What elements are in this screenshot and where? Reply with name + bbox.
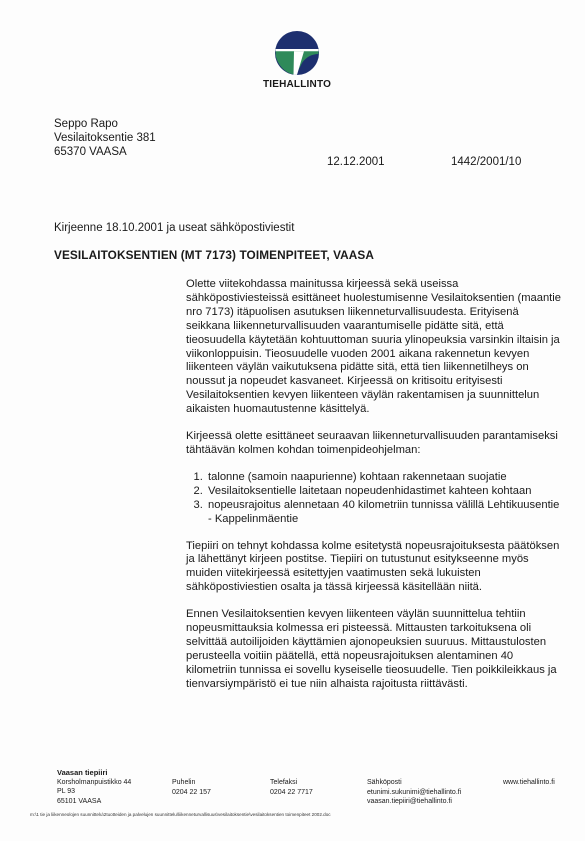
email-label: Sähköposti (367, 779, 402, 786)
fax-label: Telefaksi (270, 779, 298, 786)
footer-address (57, 768, 131, 806)
list-item: 1. talonne (samoin naapurienne) kohtaan rakennetaan suojatie (206, 471, 562, 485)
fax-number: 0204 22 7717 (270, 788, 313, 796)
letter-title: VESILAITOKSENTIEN (MT 7173) TOIMENPITEET, VAASA (54, 248, 374, 262)
body-paragraph: Tiepiiri on tehnyt kohdassa kolme esitetystä nopeusrajoituksesta päätöksen ja lähettänyt kirjeen postitse. Tiepiiri on tutustunut esitykseenne myös muiden viitekirjeessä esitettyjen vaatimusten sekä lukuisten sähköpostiviestien osalta ja tässä kirjeessä käsitellään niitä. (186, 539, 560, 594)
letter-date: 12.12.2001 (327, 156, 385, 168)
footer-street: Korsholmanpuistikko 44 (57, 778, 132, 786)
letter-body (186, 278, 562, 705)
footer-email (367, 778, 461, 807)
footer-web: www.tiehallinto.fi (503, 779, 555, 786)
recipient-street: Vesilaitoksentie 381 (54, 132, 156, 144)
footer-city: 65101 VAASA (57, 797, 102, 805)
recipient-name: Seppo Rapo (54, 118, 118, 130)
list-item: 3. nopeusrajoitus alennetaan 40 kilometriin tunnissa välillä Lehtikuusentie - Kappelinmäentie (206, 499, 562, 527)
recipient-city: 65370 VAASA (54, 146, 127, 158)
phone-label: Puhelin (172, 779, 196, 786)
footer-pl: PL 93 (57, 788, 76, 795)
subject-reference: Kirjeenne 18.10.2001 ja useat sähköpostiviestit (54, 222, 295, 234)
tiehallinto-logo (262, 30, 332, 90)
reference-number: 1442/2001/10 (451, 156, 522, 168)
recipient-address (54, 117, 156, 159)
tiehallinto-logo-icon (274, 30, 320, 76)
measures-list (186, 471, 562, 527)
footer-phone (172, 778, 211, 797)
footer-fax (270, 778, 313, 797)
email-address: etunimi.sukunimi@tiehallinto.fi (367, 788, 462, 796)
footer-org: Vaasan tiepiiri (57, 768, 108, 777)
email-address: vaasan.tiepiiri@tiehallinto.fi (367, 798, 452, 805)
body-paragraph: Ennen Vesilaitoksentien kevyen liikenteen väylän suunnittelua tehtiin nopeusmittauksia kolmessa eri pisteessä. Mittausten tarkoituksena oli selvittää autoilijoiden käyttämien ajonopeuksien suuruus. Mittaustulosten perusteella voitiin päätellä, että nopeusrajoituksen alentaminen 40 kilometriin tunnissa ei sovellu kyseiselle tieosuudelle. Tien poikkileikkaus ja tienvarsiympäristö ei tue niin alhaista rajoitusta riittävästi. (186, 608, 557, 690)
body-paragraph: Kirjeessä olette esittäneet seuraavan liikenneturvallisuuden parantamiseksi tähtäävän kolmen kohdan toimenpideohjelman: (186, 430, 558, 456)
logo-text: TIEHALLINTO (262, 79, 332, 90)
body-paragraph: Olette viitekohdassa mainitussa kirjeessä sekä useissa sähköpostiviesteissä esittäneet huolestumisenne Vesilaitoksentien (maantie nro 7173) itäpuolisen asutuksen liikenneturvallisuudesta. Erityisenä seikkana liikenneturvallisuuden vaarantumiselle pidätte sitä, että tieosuudella käytetään kohtuuttoman suuria ylinopeuksia varsinkin iltaisin ja viikonloppuisin. Tieosuudelle vuoden 2001 aikana rakennetun kevyen liikenteen väylän vaikutuksena pidätte sitä, että tien liikennetilheys on noussut ja nopeudet kasvaneet. Kirjeessä on kritisoitu erityisesti Vesilaitoksentien kevyen liikenteen väylän rakentamisen ja suunnittelun aikaisten huomautustenne käsittelyä. (186, 278, 561, 416)
file-path: m:\1 tie ja liikenneolojen suunnittelu\2tuotteiden ja palvelujen suunnittelu\liikenneturvallisuus\vesilaitoksentie\vesilaitoksentien toimenpiteet 2002.doc (30, 812, 331, 817)
phone-number: 0204 22 157 (172, 788, 211, 796)
list-item: 2. Vesilaitoksentielle laitetaan nopeudenhidastimet kahteen kohtaan (206, 485, 562, 499)
